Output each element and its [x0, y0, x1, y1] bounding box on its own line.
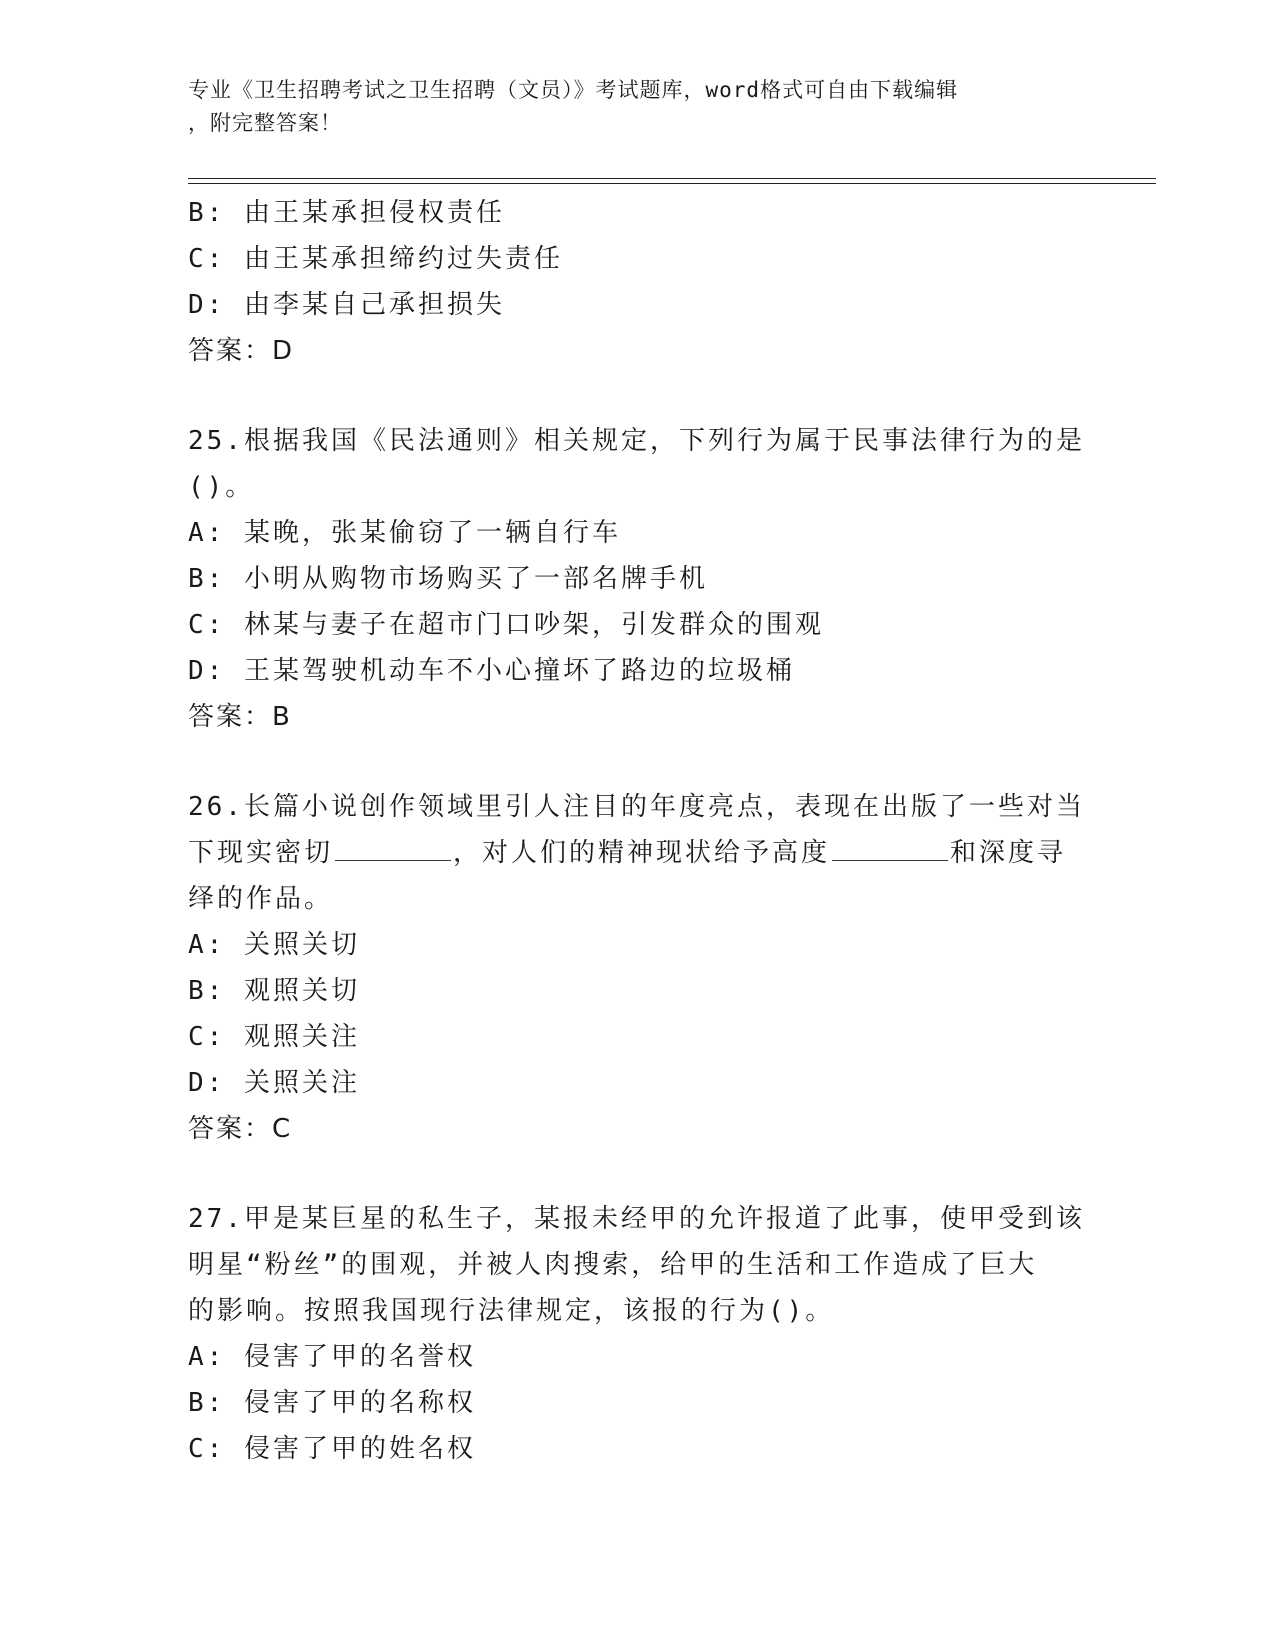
- question-text-line: 27.甲是某巨星的私生子，某报未经甲的允许报道了此事，使甲受到该: [188, 1204, 1085, 1234]
- option-a: A: 关照关切: [188, 930, 360, 960]
- option-b: B: 观照关切: [188, 976, 360, 1006]
- header-line-2: ，附完整答案！: [188, 111, 342, 135]
- answer-line: 答案：B: [188, 702, 292, 732]
- question-text-line: ()。: [188, 472, 255, 502]
- spacer: [188, 740, 1088, 784]
- option-c: C: 由王某承担缔约过失责任: [188, 244, 563, 274]
- option-d: D: 关照关注: [188, 1068, 360, 1098]
- question-26: [188, 784, 1088, 1152]
- option-c: C: 林某与妻子在超市门口吵架，引发群众的围观: [188, 610, 824, 640]
- question-27: [188, 1196, 1088, 1472]
- question-text-line: 26.长篇小说创作领域里引人注目的年度亮点，表现在出版了一些对当: [188, 792, 1085, 822]
- question-text-line: [188, 830, 1088, 876]
- question-25: [188, 418, 1088, 740]
- answer-line: 答案：D: [188, 336, 295, 366]
- spacer: [188, 374, 1088, 418]
- question-text-line: 绎的作品。: [188, 884, 334, 914]
- option-b: B: 由王某承担侵权责任: [188, 198, 505, 228]
- spacer: [188, 1152, 1088, 1196]
- option-d: D: 由李某自己承担损失: [188, 290, 505, 320]
- page-header: [188, 74, 1068, 140]
- header-rule-thin: [188, 183, 1156, 184]
- question-text-line: 明星“粉丝”的围观，并被人肉搜索，给甲的生活和工作造成了巨大: [188, 1250, 1038, 1280]
- option-c: C: 侵害了甲的姓名权: [188, 1434, 476, 1464]
- question-content: [188, 190, 1088, 1472]
- fill-blank: [335, 838, 451, 861]
- option-b: B: 小明从购物市场购买了一部名牌手机: [188, 564, 708, 594]
- question-text-segment: 下现实密切: [188, 838, 334, 868]
- header-rule-thick: [188, 178, 1156, 179]
- option-b: B: 侵害了甲的名称权: [188, 1388, 476, 1418]
- answer-line: 答案：C: [188, 1114, 293, 1144]
- question-24-tail: [188, 190, 1088, 374]
- option-a: A: 某晚，张某偷窃了一辆自行车: [188, 518, 621, 548]
- fill-blank: [832, 838, 948, 861]
- header-line-1: 专业《卫生招聘考试之卫生招聘（文员）》考试题库，word格式可自由下载编辑: [188, 78, 959, 102]
- option-d: D: 王某驾驶机动车不小心撞坏了路边的垃圾桶: [188, 656, 795, 686]
- option-c: C: 观照关注: [188, 1022, 360, 1052]
- question-text-segment: 和深度寻: [950, 838, 1067, 868]
- question-text-line: 的影响。按照我国现行法律规定，该报的行为()。: [188, 1296, 835, 1326]
- option-a: A: 侵害了甲的名誉权: [188, 1342, 476, 1372]
- question-text-line: 25.根据我国《民法通则》相关规定，下列行为属于民事法律行为的是: [188, 426, 1085, 456]
- question-text-segment: ，对人们的精神现状给予高度: [453, 838, 831, 868]
